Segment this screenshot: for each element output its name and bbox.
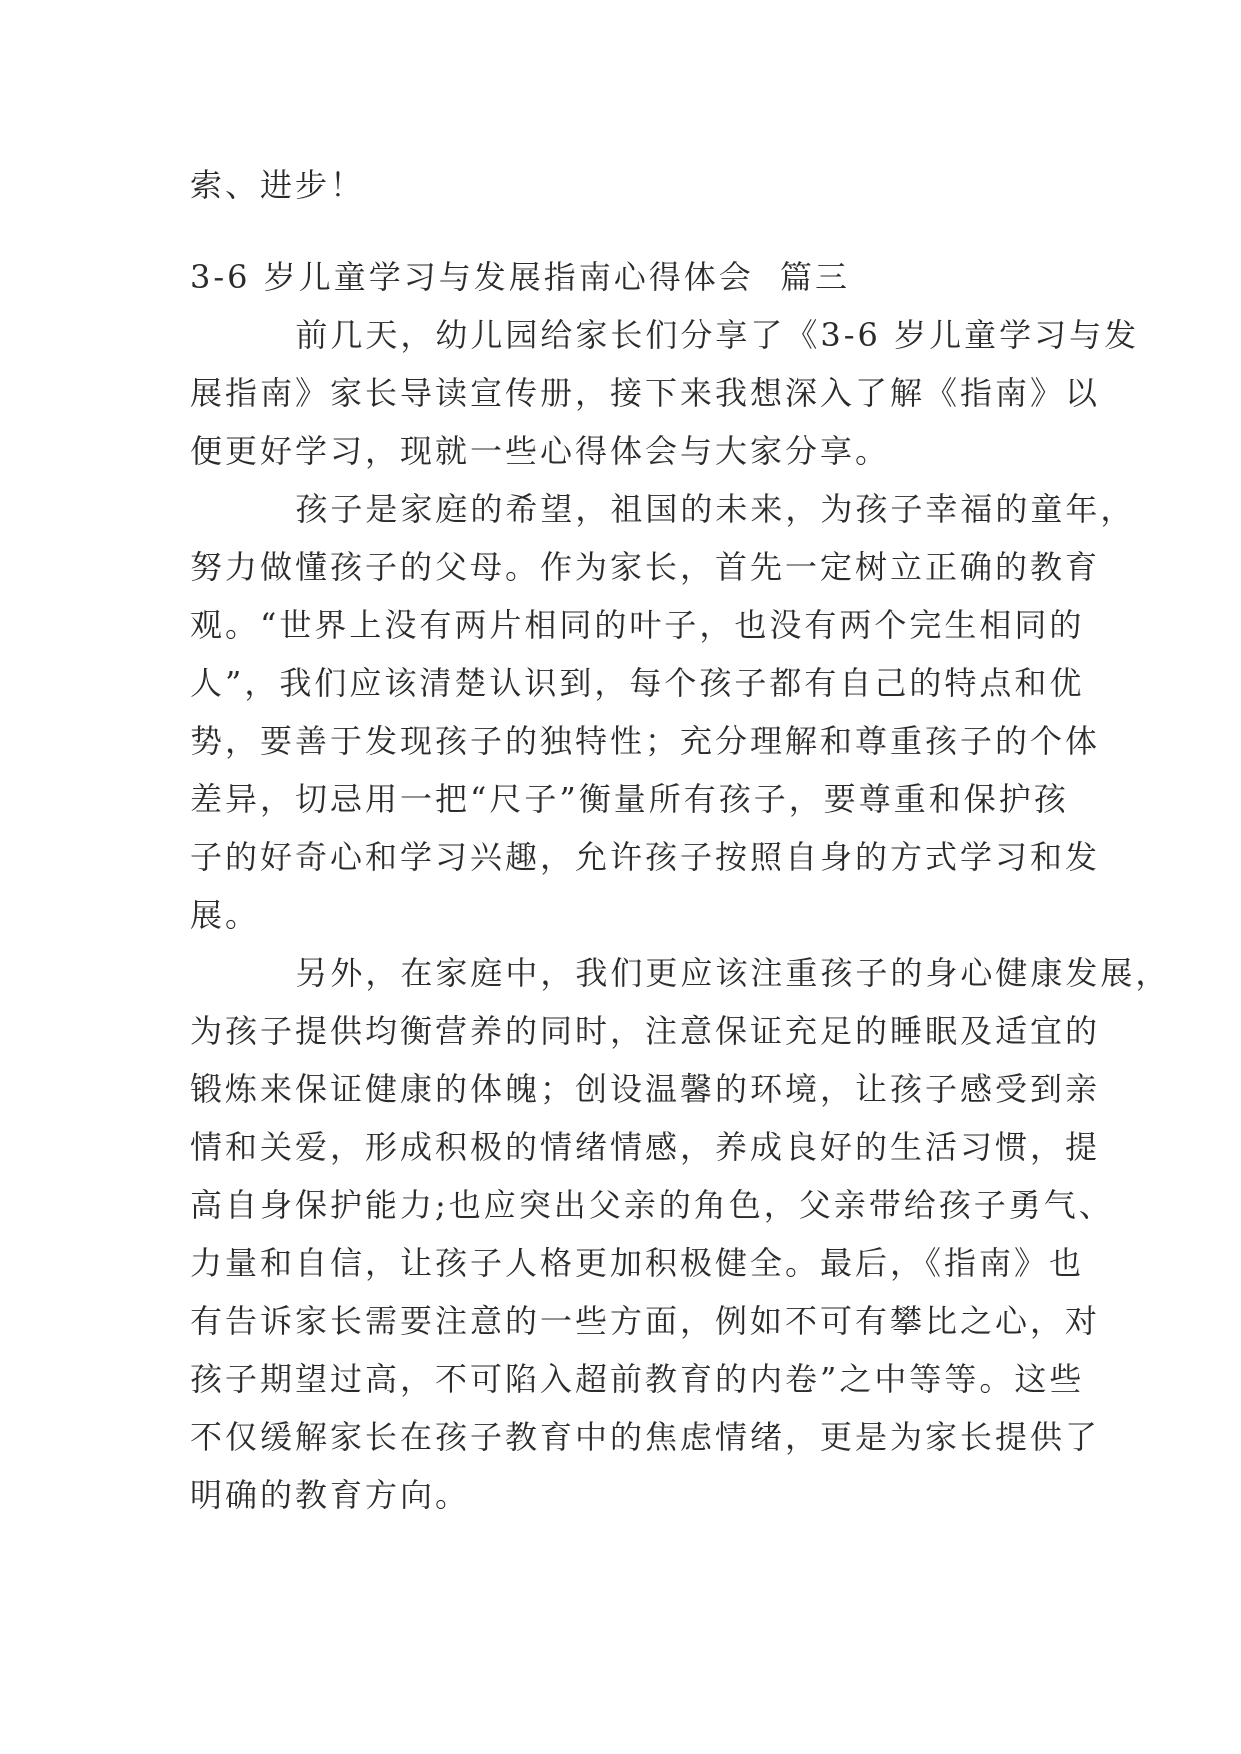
text-line: 展。 bbox=[190, 896, 261, 934]
text-line: 高自身保护能力;也应突出父亲的角色，父亲带给孩子勇气、 bbox=[190, 1186, 1114, 1224]
text-line: 展指南》家长导读宣传册，接下来我想深入了解《指南》以 bbox=[190, 374, 1101, 412]
text-line: 孩子是家庭的希望，祖国的未来，为孩子幸福的童年， bbox=[190, 490, 1136, 528]
text-line: 人”，我们应该清楚认识到，每个孩子都有自己的特点和优 bbox=[190, 664, 1085, 702]
text-line: 便更好学习，现就一些心得体会与大家分享。 bbox=[190, 432, 891, 470]
text-line: 另外，在家庭中，我们更应该注重孩子的身心健康发展， bbox=[190, 954, 1171, 992]
text-line: 索、进步！ bbox=[190, 166, 366, 204]
text-line: 差异，切忌用一把“尺子”衡量所有孩子，要尊重和保护孩 bbox=[190, 780, 1069, 818]
body-text bbox=[190, 306, 1171, 1524]
text-line: 势，要善于发现孩子的独特性；充分理解和尊重孩子的个体 bbox=[190, 722, 1101, 760]
text-line: 力量和自信，让孩子人格更加积极健全。最后，《指南》也 bbox=[190, 1244, 1085, 1282]
text-line: 不仅缓解家长在孩子教育中的焦虑情绪，更是为家长提供了 bbox=[190, 1418, 1101, 1456]
text-line: 孩子期望过高，不可陷入超前教育的内卷”之中等等。这些 bbox=[190, 1360, 1085, 1398]
text-line: 为孩子提供均衡营养的同时，注意保证充足的睡眠及适宜的 bbox=[190, 1012, 1101, 1050]
text-line: 努力做懂孩子的父母。作为家长，首先一定树立正确的教育 bbox=[190, 548, 1101, 586]
text-line: 明确的教育方向。 bbox=[190, 1476, 471, 1514]
text-line: 子的好奇心和学习兴趣，允许孩子按照自身的方式学习和发 bbox=[190, 838, 1101, 876]
text-line: 情和关爱，形成积极的情绪情感，养成良好的生活习惯，提 bbox=[190, 1128, 1101, 1166]
text-line: 有告诉家长需要注意的一些方面，例如不可有攀比之心，对 bbox=[190, 1302, 1101, 1340]
text-line: 前几天，幼儿园给家长们分享了《3-6 岁儿童学习与发 bbox=[190, 316, 1140, 354]
text-line: 锻炼来保证健康的体魄；创设温馨的环境，让孩子感受到亲 bbox=[190, 1070, 1101, 1108]
section-heading-block bbox=[190, 248, 1050, 306]
text-line: 观。“世界上没有两片相同的叶子，也没有两个完生相同的 bbox=[190, 606, 1085, 644]
section-heading: 3-6 岁儿童学习与发展指南心得体会 篇三 bbox=[190, 258, 851, 296]
intro-text bbox=[190, 156, 1050, 214]
